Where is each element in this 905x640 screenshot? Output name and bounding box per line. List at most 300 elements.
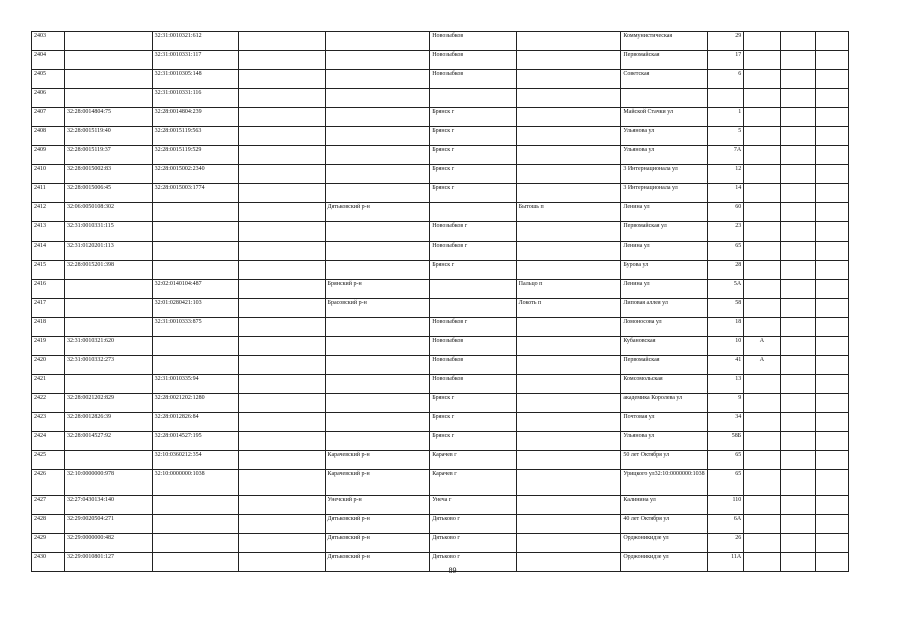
empty-cell <box>239 32 325 51</box>
settlement-cell <box>516 470 621 496</box>
house-number-cell: 29 <box>707 32 743 51</box>
empty-cell <box>780 184 815 203</box>
empty-cell <box>239 203 325 222</box>
table-row <box>32 222 849 241</box>
old-cadastral-number-cell: 32:28:0021202:829 <box>64 393 152 412</box>
row-number-cell: 2430 <box>32 553 65 572</box>
settlement-cell <box>516 222 621 241</box>
mark-cell <box>744 412 780 431</box>
empty-cell <box>780 260 815 279</box>
empty-cell <box>780 534 815 553</box>
empty-cell <box>815 451 848 470</box>
street-cell: академика Королева ул <box>621 393 707 412</box>
table-row <box>32 451 849 470</box>
register-body <box>32 32 849 572</box>
empty-cell <box>239 184 325 203</box>
city-cell: Новозыбков <box>430 51 516 70</box>
street-cell: Орджоникидзе ул <box>621 534 707 553</box>
empty-cell <box>239 496 325 515</box>
street-cell: Советская <box>621 70 707 89</box>
empty-cell <box>780 279 815 298</box>
row-number-cell: 2428 <box>32 515 65 534</box>
old-cadastral-number-cell <box>64 374 152 393</box>
mark-cell <box>744 374 780 393</box>
table-row <box>32 412 849 431</box>
house-number-cell: 7А <box>707 146 743 165</box>
mark-cell <box>744 127 780 146</box>
district-cell <box>325 184 430 203</box>
street-cell: Майской Стачки ул <box>621 108 707 127</box>
empty-cell <box>239 165 325 184</box>
page-number: 89 <box>448 566 457 575</box>
old-cadastral-number-cell <box>64 298 152 317</box>
empty-cell <box>239 336 325 355</box>
cadastral-number-cell: 32:31:0010331:117 <box>152 51 238 70</box>
street-cell: Ульянова ул <box>621 431 707 450</box>
row-number-cell: 2429 <box>32 534 65 553</box>
street-cell: 40 лет Октября ул <box>621 515 707 534</box>
empty-cell <box>239 355 325 374</box>
old-cadastral-number-cell: 32:29:0020504:271 <box>64 515 152 534</box>
table-row <box>32 108 849 127</box>
district-cell <box>325 260 430 279</box>
mark-cell <box>744 241 780 260</box>
street-cell: 50 лет Октября ул <box>621 451 707 470</box>
cadastral-number-cell <box>152 515 238 534</box>
settlement-cell <box>516 412 621 431</box>
empty-cell <box>239 534 325 553</box>
district-cell: Дятьковский р-н <box>325 515 430 534</box>
district-cell <box>325 336 430 355</box>
house-number-cell: 18 <box>707 317 743 336</box>
cadastral-number-cell <box>152 203 238 222</box>
district-cell <box>325 89 430 108</box>
empty-cell <box>815 336 848 355</box>
street-cell: Первомайская <box>621 51 707 70</box>
district-cell: Дятьковский р-н <box>325 553 430 572</box>
old-cadastral-number-cell: 32:06:0050108:302 <box>64 203 152 222</box>
cadastral-number-cell: 32:10:0360212:354 <box>152 451 238 470</box>
district-cell <box>325 146 430 165</box>
street-cell: Ломоносова ул <box>621 317 707 336</box>
empty-cell <box>815 165 848 184</box>
empty-cell <box>239 127 325 146</box>
city-cell: Унеча г <box>430 496 516 515</box>
empty-cell <box>815 108 848 127</box>
settlement-cell <box>516 355 621 374</box>
empty-cell <box>815 51 848 70</box>
house-number-cell: 9 <box>707 393 743 412</box>
table-row <box>32 279 849 298</box>
city-cell: Карачев г <box>430 451 516 470</box>
empty-cell <box>239 222 325 241</box>
settlement-cell <box>516 70 621 89</box>
old-cadastral-number-cell <box>64 51 152 70</box>
mark-cell <box>744 89 780 108</box>
empty-cell <box>239 89 325 108</box>
empty-cell <box>780 108 815 127</box>
house-number-cell: 65 <box>707 241 743 260</box>
cadastral-number-cell: 32:31:0010331:116 <box>152 89 238 108</box>
table-row <box>32 165 849 184</box>
city-cell: Новозыбков <box>430 336 516 355</box>
district-cell <box>325 70 430 89</box>
empty-cell <box>780 146 815 165</box>
cadastral-number-cell: 32:28:0015119:563 <box>152 127 238 146</box>
empty-cell <box>780 317 815 336</box>
city-cell: Новозыбков г <box>430 241 516 260</box>
cadastral-number-cell <box>152 222 238 241</box>
settlement-cell <box>516 51 621 70</box>
empty-cell <box>815 146 848 165</box>
house-number-cell: 28 <box>707 260 743 279</box>
cadastral-number-cell <box>152 241 238 260</box>
old-cadastral-number-cell: 32:31:0010321:620 <box>64 336 152 355</box>
row-number-cell: 2409 <box>32 146 65 165</box>
empty-cell <box>780 470 815 496</box>
street-cell: Бурова ул <box>621 260 707 279</box>
table-row <box>32 355 849 374</box>
city-cell: Брянск г <box>430 393 516 412</box>
district-cell <box>325 374 430 393</box>
empty-cell <box>780 241 815 260</box>
house-number-cell: 6 <box>707 70 743 89</box>
street-cell: Ульянова ул <box>621 146 707 165</box>
cadastral-number-cell: 32:02:0140104:487 <box>152 279 238 298</box>
empty-cell <box>815 431 848 450</box>
old-cadastral-number-cell: 32:28:0015119:37 <box>64 146 152 165</box>
old-cadastral-number-cell <box>64 279 152 298</box>
cadastral-number-cell: 32:28:0015003:1774 <box>152 184 238 203</box>
district-cell <box>325 241 430 260</box>
empty-cell <box>815 184 848 203</box>
empty-cell <box>239 260 325 279</box>
row-number-cell: 2420 <box>32 355 65 374</box>
empty-cell <box>239 431 325 450</box>
mark-cell <box>744 431 780 450</box>
mark-cell <box>744 260 780 279</box>
city-cell: Новозыбков г <box>430 222 516 241</box>
cadastral-number-cell: 32:28:0014804:239 <box>152 108 238 127</box>
empty-cell <box>815 260 848 279</box>
empty-cell <box>815 534 848 553</box>
city-cell <box>430 279 516 298</box>
house-number-cell: 65 <box>707 451 743 470</box>
row-number-cell: 2405 <box>32 70 65 89</box>
empty-cell <box>815 496 848 515</box>
cadastral-number-cell: 32:01:0280421:103 <box>152 298 238 317</box>
city-cell <box>430 298 516 317</box>
city-cell: Карачев г <box>430 470 516 496</box>
empty-cell <box>815 374 848 393</box>
table-row <box>32 184 849 203</box>
empty-cell <box>239 51 325 70</box>
row-number-cell: 2412 <box>32 203 65 222</box>
row-number-cell: 2418 <box>32 317 65 336</box>
settlement-cell: Локоть п <box>516 298 621 317</box>
district-cell: Унечский р-н <box>325 496 430 515</box>
empty-cell <box>815 222 848 241</box>
district-cell: Брянский р-н <box>325 279 430 298</box>
street-cell: Ленина ул <box>621 241 707 260</box>
old-cadastral-number-cell <box>64 317 152 336</box>
old-cadastral-number-cell: 32:28:0014804:75 <box>64 108 152 127</box>
district-cell: Дятьковский р-н <box>325 203 430 222</box>
empty-cell <box>815 89 848 108</box>
district-cell: Дятьковский р-н <box>325 534 430 553</box>
house-number-cell: 23 <box>707 222 743 241</box>
settlement-cell <box>516 374 621 393</box>
city-cell: Брянск г <box>430 108 516 127</box>
mark-cell <box>744 496 780 515</box>
house-number-cell: 110 <box>707 496 743 515</box>
row-number-cell: 2422 <box>32 393 65 412</box>
empty-cell <box>815 393 848 412</box>
mark-cell <box>744 108 780 127</box>
mark-cell <box>744 203 780 222</box>
city-cell: Брянск г <box>430 431 516 450</box>
cadastral-number-cell: 32:28:0021202:1280 <box>152 393 238 412</box>
old-cadastral-number-cell <box>64 89 152 108</box>
district-cell <box>325 393 430 412</box>
mark-cell <box>744 470 780 496</box>
empty-cell <box>239 515 325 534</box>
mark-cell <box>744 184 780 203</box>
house-number-cell: 14 <box>707 184 743 203</box>
house-number-cell: 58 <box>707 298 743 317</box>
street-cell: Калинина ул <box>621 496 707 515</box>
district-cell <box>325 127 430 146</box>
street-cell: 3 Интернационала ул <box>621 165 707 184</box>
district-cell <box>325 317 430 336</box>
house-number-cell: 1 <box>707 108 743 127</box>
mark-cell <box>744 298 780 317</box>
mark-cell <box>744 70 780 89</box>
table-row <box>32 470 849 496</box>
table-row <box>32 336 849 355</box>
district-cell <box>325 431 430 450</box>
settlement-cell <box>516 165 621 184</box>
cadastral-number-cell <box>152 496 238 515</box>
street-cell: Орджоникидзе ул <box>621 553 707 572</box>
street-cell: Комсомольская <box>621 374 707 393</box>
row-number-cell: 2407 <box>32 108 65 127</box>
city-cell: Дятьково г <box>430 515 516 534</box>
district-cell <box>325 32 430 51</box>
city-cell: Новозыбков <box>430 70 516 89</box>
settlement-cell <box>516 108 621 127</box>
table-row <box>32 89 849 108</box>
district-cell <box>325 412 430 431</box>
city-cell: Новозыбков г <box>430 317 516 336</box>
old-cadastral-number-cell: 32:28:0015006:45 <box>64 184 152 203</box>
empty-cell <box>815 470 848 496</box>
district-cell: Брасовский р-н <box>325 298 430 317</box>
city-cell: Новозыбков <box>430 374 516 393</box>
street-cell: Коммунистическая <box>621 32 707 51</box>
street-cell: Кубановская <box>621 336 707 355</box>
street-cell: Липовая аллея ул <box>621 298 707 317</box>
row-number-cell: 2403 <box>32 32 65 51</box>
table-row <box>32 203 849 222</box>
row-number-cell: 2419 <box>32 336 65 355</box>
empty-cell <box>815 70 848 89</box>
empty-cell <box>780 127 815 146</box>
mark-cell <box>744 51 780 70</box>
settlement-cell: Пальцо п <box>516 279 621 298</box>
empty-cell <box>815 32 848 51</box>
settlement-cell <box>516 496 621 515</box>
settlement-cell <box>516 336 621 355</box>
empty-cell <box>815 241 848 260</box>
house-number-cell: 13 <box>707 374 743 393</box>
old-cadastral-number-cell: 32:28:0014527:92 <box>64 431 152 450</box>
mark-cell <box>744 279 780 298</box>
house-number-cell: 60 <box>707 203 743 222</box>
empty-cell <box>780 355 815 374</box>
empty-cell <box>780 496 815 515</box>
table-row <box>32 431 849 450</box>
house-number-cell: 17 <box>707 51 743 70</box>
street-cell: Почтовая ул <box>621 412 707 431</box>
cadastral-number-cell: 32:31:0010335:94 <box>152 374 238 393</box>
old-cadastral-number-cell <box>64 70 152 89</box>
empty-cell <box>780 222 815 241</box>
cadastral-number-cell <box>152 336 238 355</box>
city-cell: Брянск г <box>430 165 516 184</box>
empty-cell <box>239 298 325 317</box>
row-number-cell: 2423 <box>32 412 65 431</box>
empty-cell <box>780 203 815 222</box>
settlement-cell <box>516 32 621 51</box>
empty-cell <box>780 374 815 393</box>
empty-cell <box>780 412 815 431</box>
settlement-cell <box>516 241 621 260</box>
mark-cell <box>744 451 780 470</box>
old-cadastral-number-cell: 32:29:0000000:482 <box>64 534 152 553</box>
empty-cell <box>239 317 325 336</box>
mark-cell <box>744 32 780 51</box>
old-cadastral-number-cell: 32:29:0010801:127 <box>64 553 152 572</box>
table-row <box>32 260 849 279</box>
table-row <box>32 146 849 165</box>
empty-cell <box>780 165 815 184</box>
settlement-cell <box>516 127 621 146</box>
table-row <box>32 70 849 89</box>
cadastral-number-cell: 32:28:0014527:195 <box>152 431 238 450</box>
register-table <box>31 31 849 572</box>
settlement-cell <box>516 89 621 108</box>
empty-cell <box>780 515 815 534</box>
row-number-cell: 2414 <box>32 241 65 260</box>
street-cell: Ленина ул <box>621 203 707 222</box>
city-cell <box>430 203 516 222</box>
empty-cell <box>239 393 325 412</box>
empty-cell <box>239 108 325 127</box>
old-cadastral-number-cell: 32:31:0120201:113 <box>64 241 152 260</box>
settlement-cell <box>516 451 621 470</box>
empty-cell <box>815 412 848 431</box>
district-cell: Карачевский р-н <box>325 451 430 470</box>
district-cell: Карачевский р-н <box>325 470 430 496</box>
empty-cell <box>780 451 815 470</box>
empty-cell <box>239 412 325 431</box>
street-cell: Ульянова ул <box>621 127 707 146</box>
settlement-cell <box>516 431 621 450</box>
settlement-cell <box>516 393 621 412</box>
table-row <box>32 32 849 51</box>
table-row <box>32 496 849 515</box>
house-number-cell: 41 <box>707 355 743 374</box>
city-cell: Брянск г <box>430 412 516 431</box>
empty-cell <box>780 32 815 51</box>
cadastral-number-cell <box>152 534 238 553</box>
street-cell: Ленина ул <box>621 279 707 298</box>
cadastral-number-cell: 32:31:0010321:612 <box>152 32 238 51</box>
district-cell <box>325 355 430 374</box>
settlement-cell <box>516 184 621 203</box>
table-row <box>32 374 849 393</box>
street-cell <box>621 89 707 108</box>
cadastral-number-cell: 32:28:0015119:529 <box>152 146 238 165</box>
mark-cell <box>744 165 780 184</box>
old-cadastral-number-cell: 32:10:0000000:978 <box>64 470 152 496</box>
old-cadastral-number-cell: 32:28:0015119:40 <box>64 127 152 146</box>
street-cell: 3 Интернационала ул <box>621 184 707 203</box>
mark-cell <box>744 222 780 241</box>
row-number-cell: 2404 <box>32 51 65 70</box>
table-row <box>32 241 849 260</box>
house-number-cell: 12 <box>707 165 743 184</box>
row-number-cell: 2413 <box>32 222 65 241</box>
city-cell <box>430 89 516 108</box>
empty-cell <box>815 279 848 298</box>
old-cadastral-number-cell: 32:28:0015201:398 <box>64 260 152 279</box>
mark-cell: А <box>744 336 780 355</box>
old-cadastral-number-cell: 32:27:0430134:140 <box>64 496 152 515</box>
empty-cell <box>780 70 815 89</box>
house-number-cell: 26 <box>707 534 743 553</box>
empty-cell <box>815 203 848 222</box>
row-number-cell: 2425 <box>32 451 65 470</box>
old-cadastral-number-cell: 32:31:0010332:273 <box>64 355 152 374</box>
cadastral-number-cell: 32:10:0000000:1038 <box>152 470 238 496</box>
empty-cell <box>239 374 325 393</box>
street-cell: Первомайская ул <box>621 222 707 241</box>
house-number-cell: 5А <box>707 279 743 298</box>
table-row <box>32 317 849 336</box>
row-number-cell: 2427 <box>32 496 65 515</box>
table-row <box>32 127 849 146</box>
empty-cell <box>239 279 325 298</box>
settlement-cell <box>516 317 621 336</box>
empty-cell <box>780 336 815 355</box>
row-number-cell: 2408 <box>32 127 65 146</box>
house-number-cell: 65 <box>707 470 743 496</box>
house-number-cell: 5 <box>707 127 743 146</box>
street-cell: Урицкого ул32:10:0000000:1038 <box>621 470 707 496</box>
row-number-cell: 2416 <box>32 279 65 298</box>
settlement-cell <box>516 146 621 165</box>
old-cadastral-number-cell: 32:28:0012826:39 <box>64 412 152 431</box>
empty-cell <box>780 431 815 450</box>
mark-cell <box>744 146 780 165</box>
old-cadastral-number-cell <box>64 451 152 470</box>
table-row <box>32 51 849 70</box>
cadastral-number-cell: 32:31:0010305:148 <box>152 70 238 89</box>
mark-cell: А <box>744 355 780 374</box>
settlement-cell <box>516 515 621 534</box>
